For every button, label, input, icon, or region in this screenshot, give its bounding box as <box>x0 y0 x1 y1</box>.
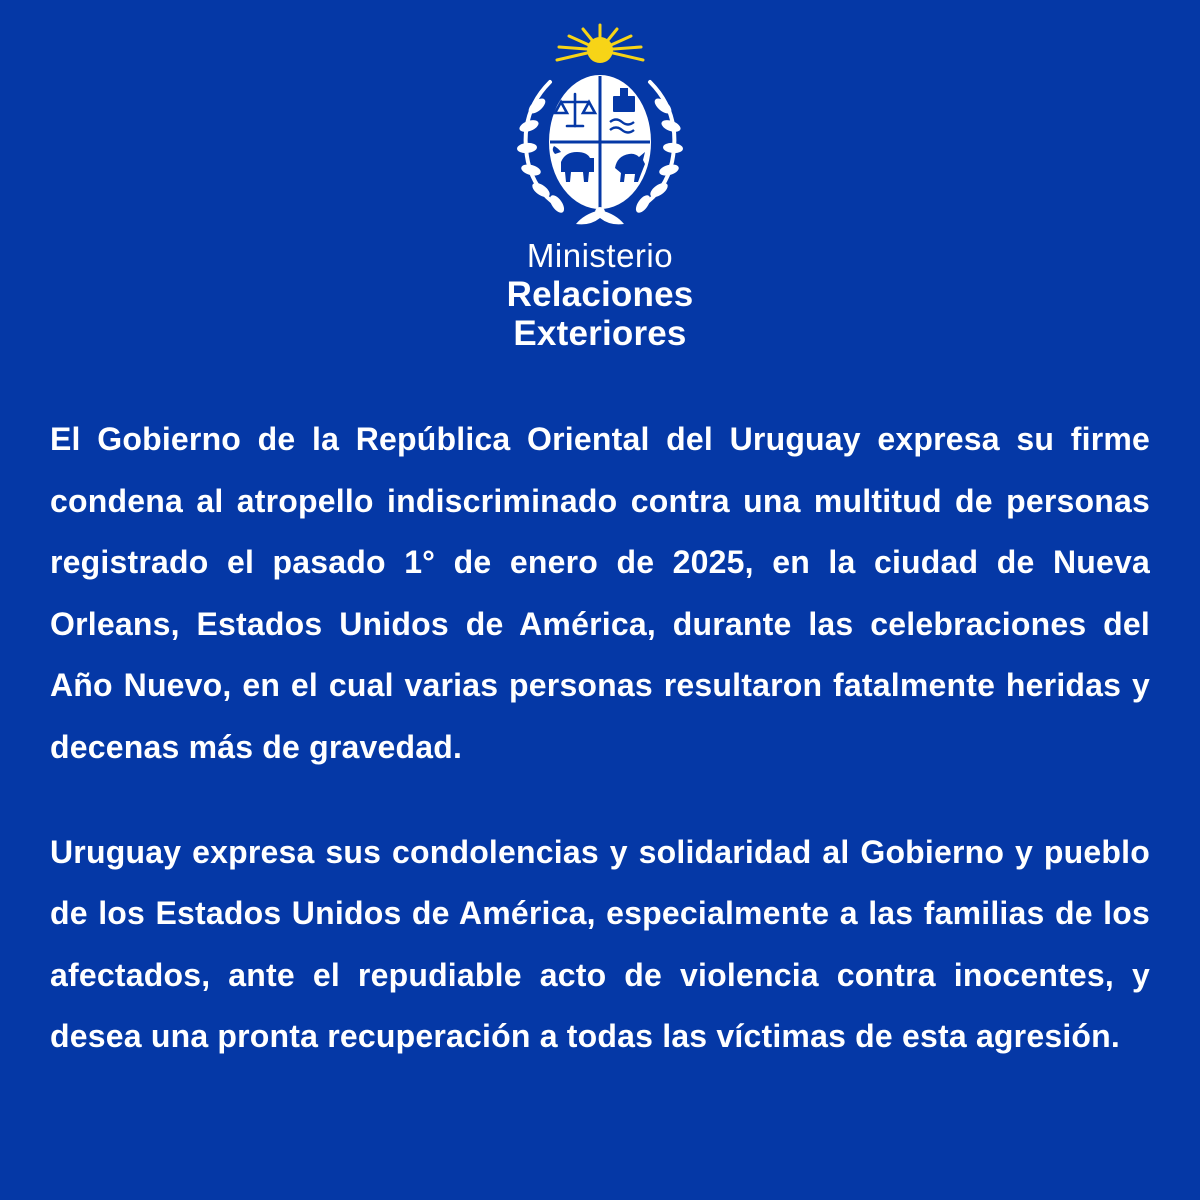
statement-body <box>50 409 1150 1067</box>
ministry-label-line2: Relaciones <box>506 274 694 314</box>
document-header <box>0 0 1200 353</box>
statement-paragraph-1: El Gobierno de la República Oriental del Uruguay expresa su firme condena al atropello indiscriminado contra una multitud de personas registrado el pasado 1° de enero de 2025, en la ciudad de Nueva Orleans, Estados Unidos de América, durante las celebraciones del Año Nuevo, en el cual varias personas resultaron fatalmente heridas y decenas más de gravedad. <box>50 421 1150 765</box>
coat-of-arms-icon <box>495 22 705 232</box>
ministry-label-line3: Exteriores <box>513 314 687 354</box>
ministry-label-line1: Ministerio <box>526 237 674 274</box>
statement-paragraph-2: Uruguay expresa sus condolencias y solidaridad al Gobierno y pueblo de los Estados Unidos de América, especialmente a las familias de los afectados, ante el repudiable acto de violencia contra inocentes, y desea una pronta recuperación a todas las víctimas de esta agresión. <box>50 833 1150 1055</box>
ministry-wordmark <box>507 238 694 353</box>
